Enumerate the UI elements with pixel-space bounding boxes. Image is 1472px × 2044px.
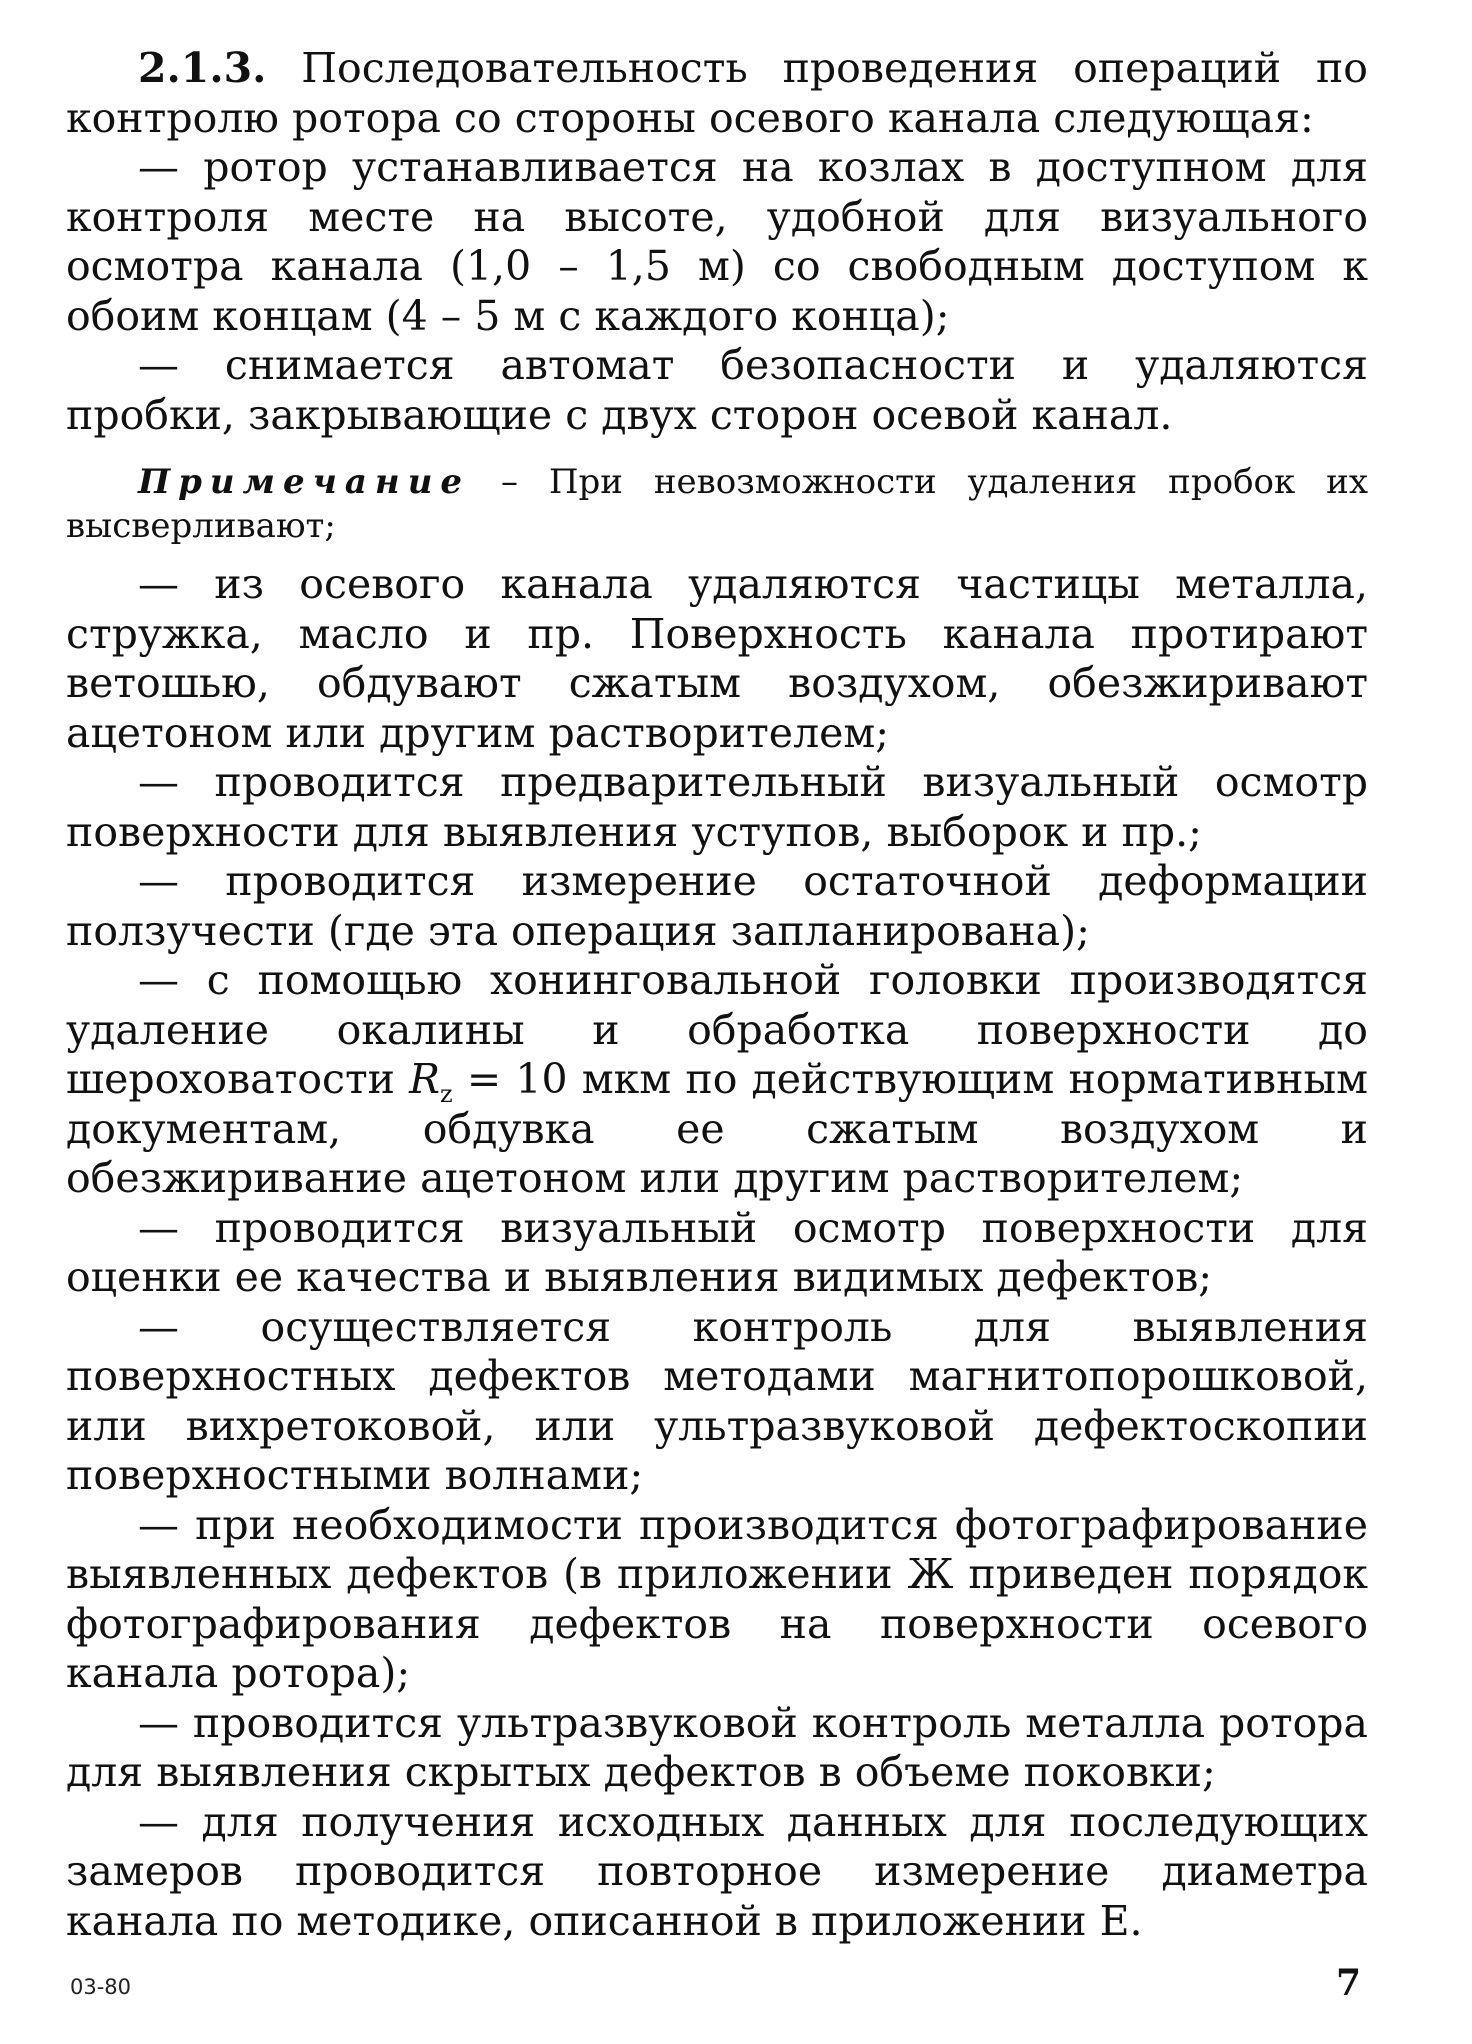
roughness-symbol: R [409,1055,441,1103]
list-item-honing [66,956,1368,1204]
note-paragraph [66,460,1368,548]
list-item: — проводится измерение остаточной деформации ползучести (где эта операция запланирована); [66,857,1368,955]
list-item: — проводится предварительный визуальный осмотр поверхности для выявления уступов, выборок и пр.; [66,758,1368,856]
list-item: — при необходимости производится фотографирование выявленных дефектов (в приложении Ж приведен порядок фотографирования дефектов на поверхности осевого канала ротора); [66,1500,1368,1697]
page-number: 7 [1336,1962,1362,2004]
list-item: — для получения исходных данных для последующих замеров проводится повторное измерение диаметра канала по методике, описанной в приложении Е. [66,1797,1368,1945]
honing-text-before: — с помощью хонинговальной головки производятся удаление окалины и обработка поверхности до шероховатости [66,956,1368,1103]
page-body [66,44,1368,1946]
roughness-symbol-subscript: z [440,1080,453,1109]
section-intro-paragraph [66,44,1368,143]
note-text: – При невозможности удаления пробок их высверливают; [66,462,1369,546]
footer-code: 03-80 [70,1975,132,1999]
list-item: — осуществляется контроль для выявления поверхностных дефектов методами магнитопорошковой, или вихретоковой, или ультразвуковой дефектоскопии поверхностными волнами; [66,1302,1368,1499]
section-intro-text: Последовательность проведения операций по контролю ротора со стороны осевого канала следующая: [66,44,1368,142]
list-item: — снимается автомат безопасности и удаляются пробки, закрывающие с двух сторон осевой канал. [66,341,1368,439]
honing-text-after: = 10 мкм по действующим нормативным документам, обдувка ее сжатым воздухом и обезжиривание ацетоном или другим растворителем; [66,1055,1368,1202]
section-number: 2.1.3. [138,44,267,92]
list-item: — проводится визуальный осмотр поверхности для оценки ее качества и выявления видимых дефектов; [66,1203,1368,1301]
list-item: — проводится ультразвуковой контроль металла ротора для выявления скрытых дефектов в объеме поковки; [66,1698,1368,1796]
list-item: — из осевого канала удаляются частицы металла, стружка, масло и пр. Поверхность канала протирают ветошью, обдувают сжатым воздухом, обезжиривают ацетоном или другим растворителем; [66,560,1368,757]
note-label: Примечание [138,462,471,502]
list-item: — ротор устанавливается на козлах в доступном для контроля месте на высоте, удобной для визуального осмотра канала (1,0 – 1,5 м) со свободным доступом к обоим концам (4 – 5 м с каждого конца); [66,143,1368,340]
